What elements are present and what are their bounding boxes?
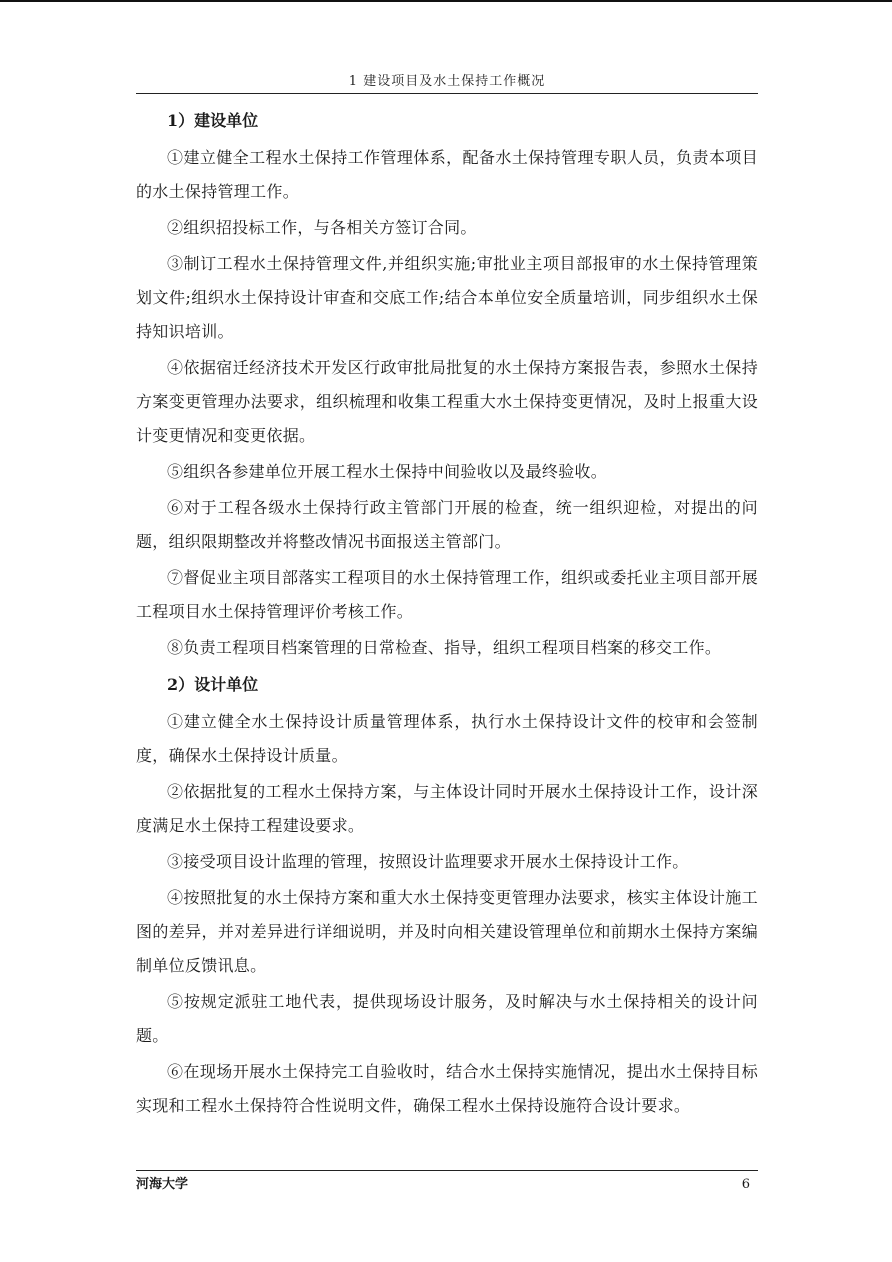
paragraph: ②组织招投标工作，与各相关方签订合同。 [167, 218, 477, 237]
paragraph: ③制订工程水土保持管理文件,并组织实施;审批业主项目部报审的水土保持管理策划文件;组织水土保持设计审查和交底工作;结合本单位安全质量培训，同步组织水土保持知识培训。 [136, 254, 758, 341]
footer-institution: 河海大学 [136, 1177, 189, 1192]
paragraph: ④依据宿迁经济技术开发区行政审批局批复的水土保持方案报告表，参照水土保持方案变更管理办法要求，组织梳理和收集工程重大水土保持变更情况，及时上报重大设计变更情况和变更依据。 [136, 358, 758, 445]
paragraph: ③接受项目设计监理的管理，按照设计监理要求开展水土保持设计工作。 [167, 852, 689, 871]
paragraph: ⑥在现场开展水土保持完工自验收时，结合水土保持实施情况，提出水土保持目标实现和工程水土保持符合性说明文件，确保工程水土保持设施符合设计要求。 [136, 1062, 758, 1115]
paragraph: ②依据批复的工程水土保持方案，与主体设计同时开展水土保持设计工作，设计深度满足水土保持工程建设要求。 [136, 782, 758, 835]
paragraph: ⑦督促业主项目部落实工程项目的水土保持管理工作，组织或委托业主项目部开展工程项目水土保持管理评价考核工作。 [136, 568, 758, 621]
page-footer [136, 1170, 758, 1195]
section-heading-design-unit: 2）设计单位 [167, 675, 259, 694]
paragraph: ⑧负责工程项目档案管理的日常检查、指导，组织工程项目档案的移交工作。 [167, 638, 722, 657]
top-border-rule [0, 0, 892, 2]
header-title: 1 建设项目及水土保持工作概况 [348, 74, 546, 89]
page-header [136, 70, 758, 94]
document-body [136, 103, 758, 1123]
paragraph: ⑤按规定派驻工地代表，提供现场设计服务，及时解决与水土保持相关的设计问题。 [136, 992, 758, 1045]
paragraph: ⑥对于工程各级水土保持行政主管部门开展的检查，统一组织迎检，对提出的问题，组织限期整改并将整改情况书面报送主管部门。 [136, 498, 758, 551]
section-heading-construction-unit: 1）建设单位 [167, 111, 259, 130]
paragraph: ④按照批复的水土保持方案和重大水土保持变更管理办法要求，核实主体设计施工图的差异，并对差异进行详细说明，并及时向相关建设管理单位和前期水土保持方案编制单位反馈讯息。 [136, 888, 758, 975]
paragraph: ①建立健全工程水土保持工作管理体系，配备水土保持管理专职人员，负责本项目的水土保持管理工作。 [136, 148, 758, 201]
paragraph: ①建立健全水土保持设计质量管理体系，执行水土保持设计文件的校审和会签制度，确保水土保持设计质量。 [136, 712, 758, 765]
page-number: 6 [741, 1177, 750, 1192]
paragraph: ⑤组织各参建单位开展工程水土保持中间验收以及最终验收。 [167, 462, 608, 481]
